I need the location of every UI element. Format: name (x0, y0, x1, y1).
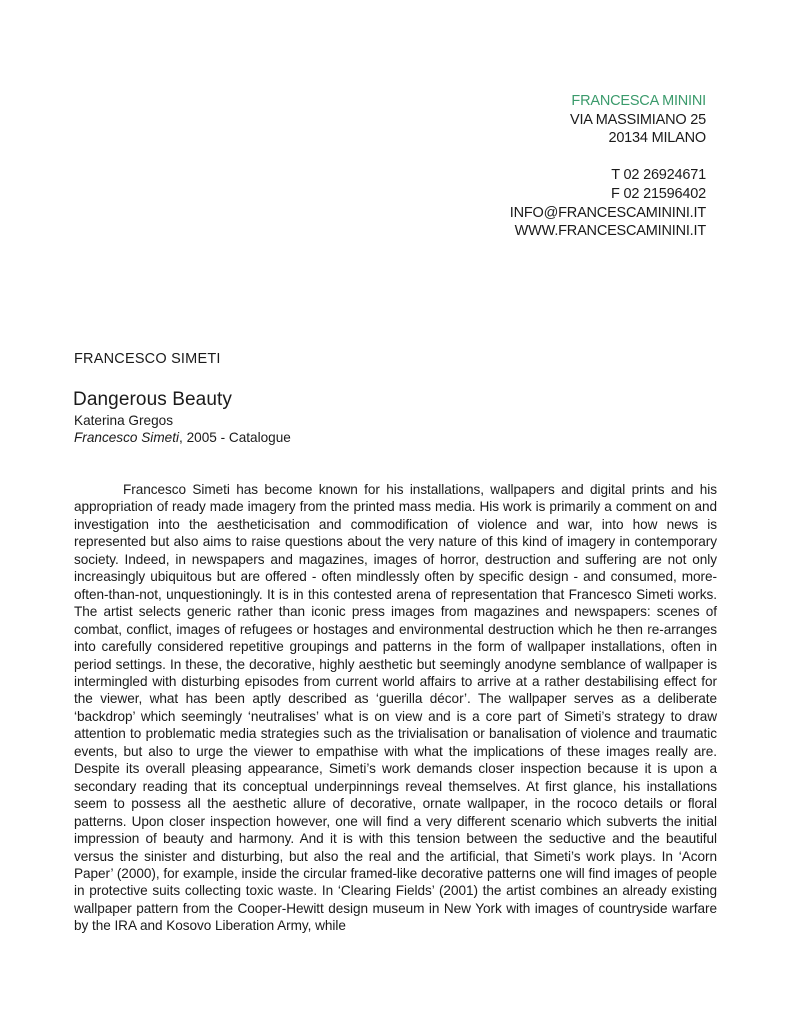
byline (74, 412, 291, 446)
letterhead (510, 92, 706, 241)
letterhead-spacer (510, 148, 706, 167)
address-street: VIA MASSIMIANO 25 (569, 111, 706, 128)
website: WWW.FRANCESCAMININI.IT (514, 223, 706, 240)
source-title: Francesco Simeti (74, 430, 180, 445)
artist-name: FRANCESCO SIMETI (74, 351, 221, 367)
telephone: T 02 26924671 (611, 167, 706, 184)
address-city: 20134 MILANO (608, 130, 706, 147)
email: INFO@FRANCESCAMININI.IT (509, 204, 706, 221)
source-details: , 2005 - Catalogue (179, 430, 291, 445)
document-title: Dangerous Beauty (73, 389, 232, 410)
gallery-name: FRANCESCA MININI (571, 93, 706, 109)
author: Katerina Gregos (74, 413, 173, 428)
source-line (74, 429, 291, 446)
fax: F 02 21596402 (611, 185, 706, 202)
body-paragraph: Francesco Simeti has become known for his installations, wallpapers and digital prints and his appropriation of ready made imagery from the printed mass media. His work is primarily a comment on and investigation into the aestheticisation and commodification of violence and war, into how news is represented but also aims to raise questions about the very nature of this kind of imagery in contemporary society. Indeed, in newspapers and magazines, images of horror, destruction and suffering are not only increasingly ubiquitous but are offered - often mindlessly often by specific design - and consumed, more-often-than-not, unquestioningly. It is in this contested arena of representation that Francesco Simeti works. The artist selects generic rather than iconic press images from magazines and newspapers: scenes of combat, conflict, images of refugees or hostages and environmental destruction which he then re-arranges into carefully considered repetitive groupings and patterns in the form of wallpaper installations, often in period settings. In these, the decorative, highly aesthetic but seemingly anodyne semblance of wallpaper is intermingled with disturbing episodes from current world affairs to arrive at a rather destabilising effect for the viewer, what has been aptly described as ‘guerilla décor’. The wallpaper serves as a deliberate ‘backdrop’ which seemingly ‘neutralises’ what is on view and is a core part of Simeti’s strategy to draw attention to problematic media strategies such as the trivialisation or banalisation of violence and traumatic events, but also to urge the viewer to empathise with what the implications of these images really are. Despite its overall pleasing appearance, Simeti’s work demands closer inspection because it is upon a secondary reading that its conceptual underpinnings reveal themselves. At first glance, his installations seem to possess all the aesthetic allure of decorative, ornate wallpaper, in the rococo details or floral patterns. Upon closer inspection however, one will find a very different scenario which subverts the initial impression of beauty and harmony. And it is with this tension between the seductive and the beautiful versus the sinister and disturbing, but also the real and the artificial, that Simeti’s work plays. In ‘Acorn Paper’ (2000), for example, inside the circular framed-like decorative patterns one will find images of people in protective suits collecting toxic waste. In ‘Clearing Fields’ (2001) the artist combines an already existing wallpaper pattern from the Cooper-Hewitt design museum in New York with images of countryside warfare by the IRA and Kosovo Liberation Army, while (74, 482, 717, 934)
